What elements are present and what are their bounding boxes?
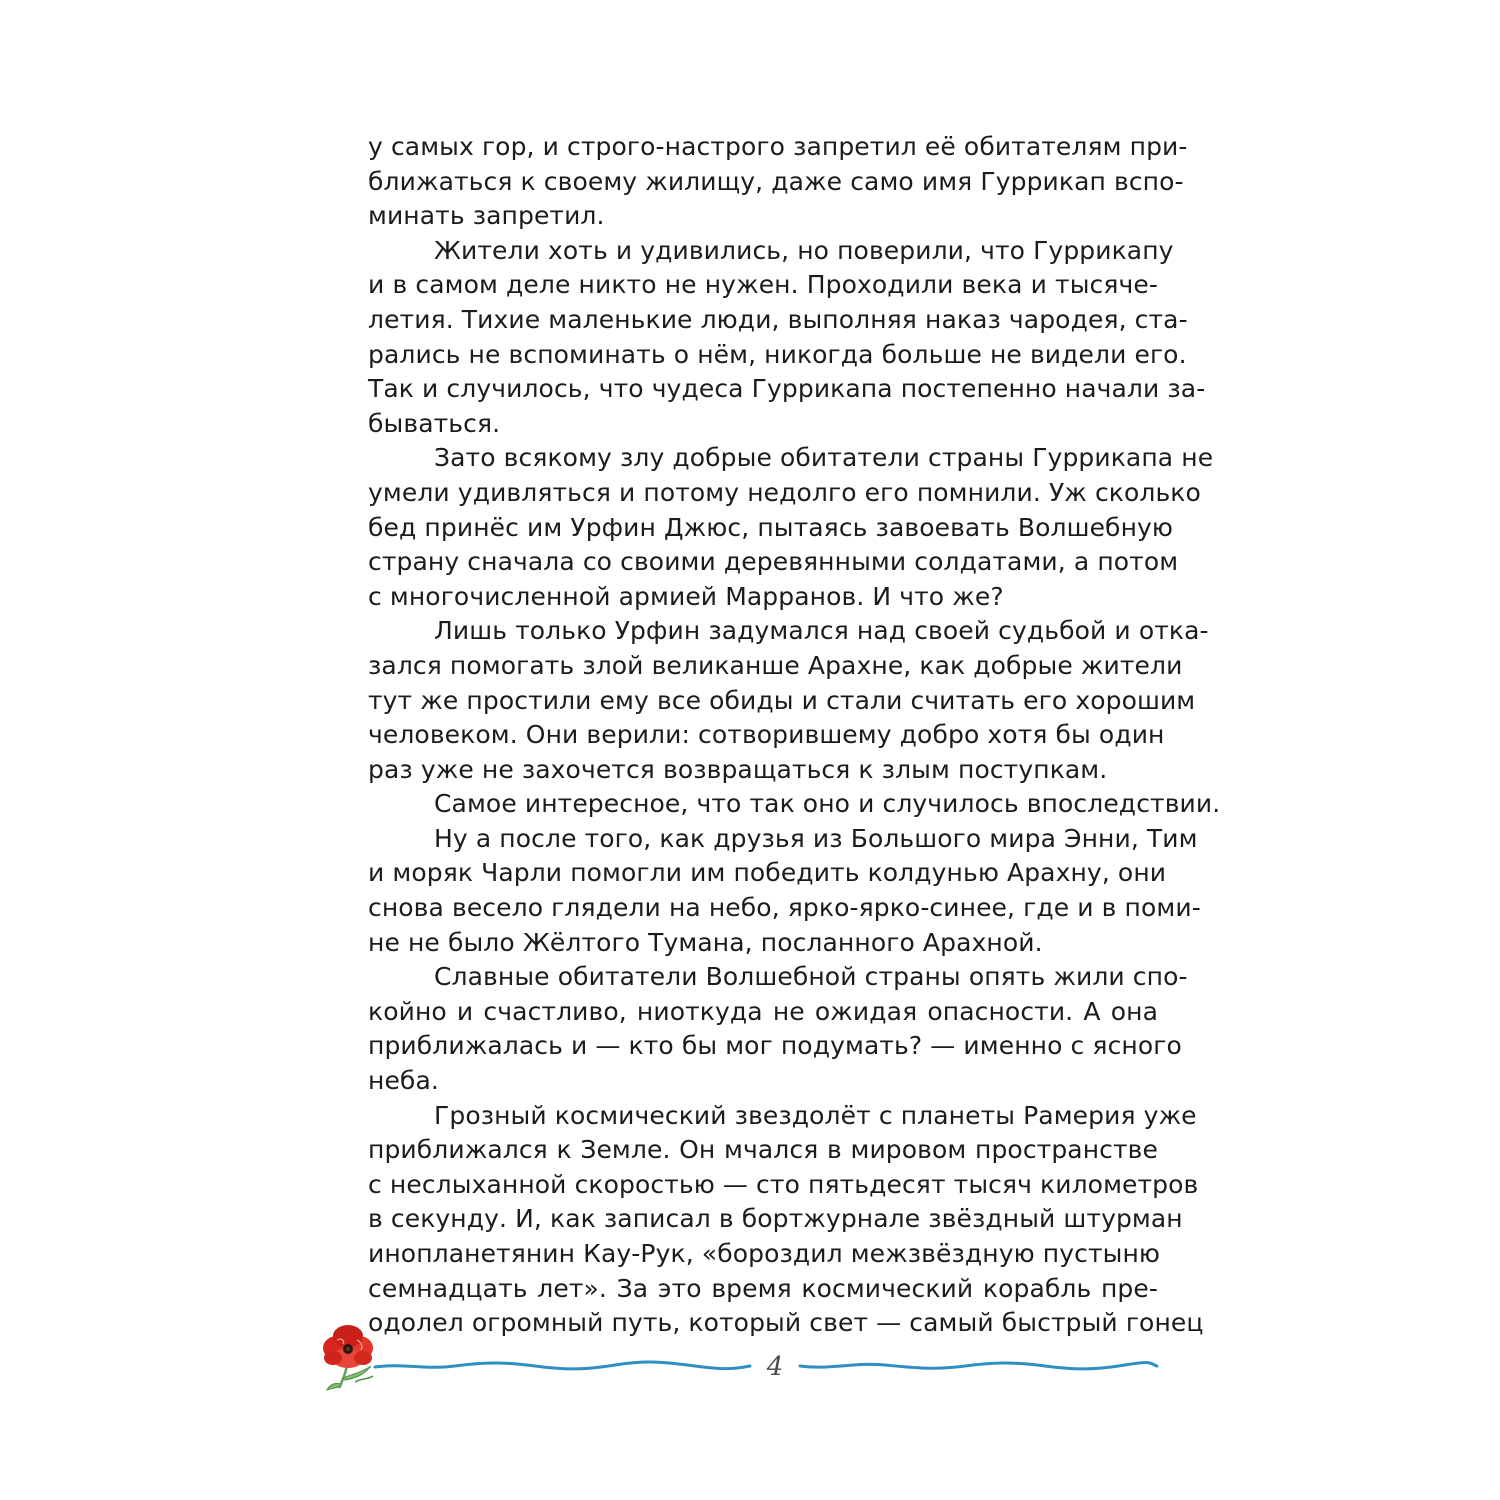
text-line: ближаться к своему жилищу, даже само имя Гуррикап вспо- (368, 166, 1184, 196)
paragraph (368, 822, 1201, 960)
text-line: Грозный космический звездолёт с планеты Рамерия уже (434, 1100, 1197, 1130)
text-line: с многочисленной армией Марранов. И что же? (368, 581, 1004, 611)
text-line: Самое интересное, что так оно и случилось впоследствии. (434, 789, 1221, 819)
text-line: зался помогать злой великанше Арахне, как добрые жители (368, 650, 1183, 680)
text-line: семнадцать лет». За это время космический корабль пре- (368, 1273, 1158, 1303)
page-footer (315, 1318, 1175, 1398)
text-line: человеком. Они верили: сотворившему добро хотя бы один (368, 720, 1165, 750)
text-line: Ну а после того, как друзья из Большого мира Энни, Тим (434, 823, 1198, 853)
paragraph (368, 614, 1209, 787)
text-line: страну сначала со своими деревянными солдатами, а потом (368, 547, 1179, 577)
paragraph (368, 130, 1188, 234)
paragraph (368, 960, 1188, 1098)
text-line: летия. Тихие маленькие люди, выполняя наказ чародея, ста- (368, 304, 1188, 334)
text-line: неба. (368, 1066, 439, 1096)
text-line: у самых гор, и строго-настрого запретил её обитателям при- (368, 132, 1188, 161)
text-line: приближался к Земле. Он мчался в мировом пространстве (368, 1135, 1158, 1165)
paragraph (368, 787, 1221, 822)
right-wave-line (800, 1363, 1157, 1369)
page-number: 4 (766, 1352, 784, 1382)
footer-decoration (315, 1318, 1175, 1398)
text-line: с неслыханной скоростью — сто пятьдесят тысяч километров (368, 1169, 1199, 1199)
text-line: приближалась и — кто бы мог подумать? — именно с ясного (368, 1031, 1182, 1061)
text-line: бываться. (368, 408, 501, 438)
paragraph (368, 1099, 1204, 1341)
text-line: умели удивляться и потому недолго его помнили. Уж сколько (368, 477, 1201, 507)
text-line: раз уже не захочется возвращаться к злым поступкам. (368, 754, 1108, 784)
left-wave-line (375, 1362, 750, 1369)
text-line: койно и счастливо, ниоткуда не ожидая опасности. А она (368, 996, 1158, 1026)
text-line: не не было Жёлтого Тумана, посланного Арахной. (368, 927, 1043, 957)
text-line: тут же простили ему все обиды и стали считать его хорошим (368, 685, 1196, 715)
body-text (368, 130, 1221, 1341)
text-line: минать запретил. (368, 201, 605, 231)
poppy-flower-icon (323, 1325, 373, 1390)
text-line: Зато всякому злу добрые обитатели страны Гуррикапа не (434, 443, 1214, 473)
text-line: Лишь только Урфин задумался над своей судьбой и отка- (434, 616, 1209, 646)
text-line: инопланетянин Кау-Рук, «бороздил межзвёздную пустыню (368, 1239, 1161, 1268)
text-line: Так и случилось, что чудеса Гуррикапа постепенно начали за- (368, 374, 1206, 404)
text-line: и в самом деле никто не нужен. Проходили века и тысяче- (368, 270, 1158, 300)
text-line: одолел огромный путь, который свет — самый быстрый гонец (368, 1308, 1204, 1338)
text-line: снова весело глядели на небо, ярко-ярко-синее, где и в поми- (368, 893, 1201, 923)
text-line: бед принёс им Урфин Джюс, пытаясь завоевать Волшебную (368, 512, 1174, 542)
text-line: рались не вспоминать о нём, никогда больше не видели его. (368, 339, 1187, 369)
paragraph (368, 441, 1214, 614)
text-line: Жители хоть и удивились, но поверили, что Гуррикапу (434, 235, 1174, 265)
text-line: Славные обитатели Волшебной страны опять жили спо- (434, 962, 1188, 992)
text-line: в секунду. И, как записал в бортжурнале звёздный штурман (368, 1204, 1183, 1234)
paragraph (368, 234, 1206, 442)
text-line: и моряк Чарли помогли им победить колдунью Арахну, они (368, 858, 1167, 888)
